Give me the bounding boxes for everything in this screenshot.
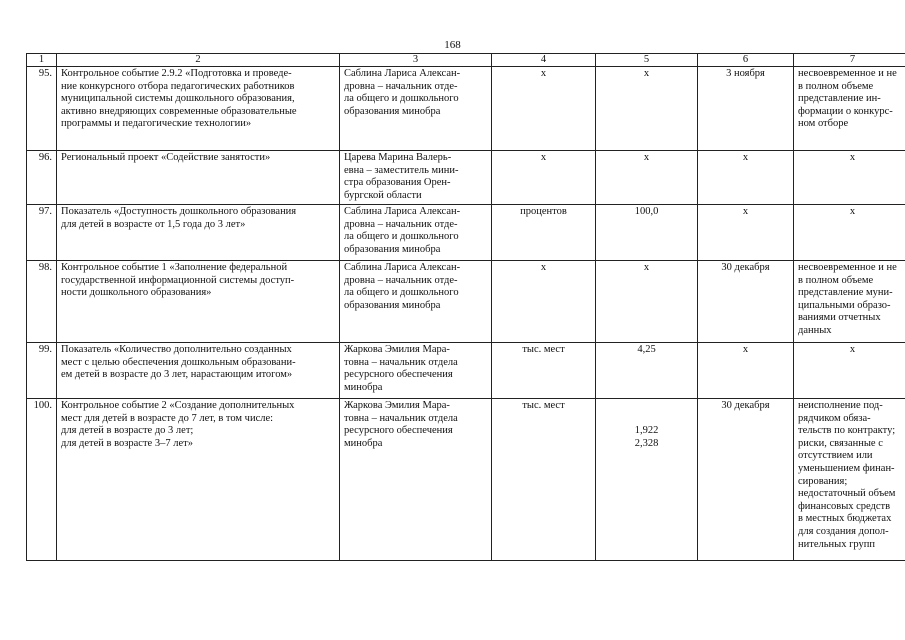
plan-table xyxy=(26,53,905,561)
value-cell: х xyxy=(596,261,698,343)
column-header: 6 xyxy=(698,54,794,67)
table-row xyxy=(27,151,905,205)
table-row xyxy=(27,261,905,343)
row-number: 96. xyxy=(27,151,57,205)
column-header: 2 xyxy=(57,54,340,67)
event-cell: Региональный проект «Содействие занятости» xyxy=(57,151,340,205)
risk-cell: х xyxy=(794,343,905,399)
table-row xyxy=(27,67,905,151)
responsible-cell: Жаркова Эмилия Мара- товна – начальник отдела ресурсного обеспечения минобра xyxy=(340,399,492,561)
date-cell: х xyxy=(698,343,794,399)
column-header: 1 xyxy=(27,54,57,67)
risk-cell: неисполнение под- рядчиком обяза- тельств по контракту; риски, связанные с отсутствием или уменьшением финан- сирования; недостаточный объем финансовых средств в местных бюджетах для создания допол- нительных групп xyxy=(794,399,905,561)
risk-cell: несвоевременное и не в полном объеме представление ин- формации о конкурс- ном отборе xyxy=(794,67,905,151)
responsible-cell: Жаркова Эмилия Мара- товна – начальник отдела ресурсного обеспечения минобра xyxy=(340,343,492,399)
date-cell: х xyxy=(698,205,794,261)
risk-cell: несвоевременное и не в полном объеме представление муни- ципальными образо- ваниями отчетных данных xyxy=(794,261,905,343)
date-cell: 30 декабря xyxy=(698,261,794,343)
value-cell: х xyxy=(596,67,698,151)
risk-cell: х xyxy=(794,205,905,261)
date-cell: 3 ноября xyxy=(698,67,794,151)
event-cell: Контрольное событие 2.9.2 «Подготовка и проведе- ние конкурсного отбора педагогических работников муниципальной системы дошкольного образования, активно внедряющих современные образовательные программы и педагогические технологии» xyxy=(57,67,340,151)
responsible-cell: Саблина Лариса Алексан- дровна – начальник отде- ла общего и дошкольного образования минобра xyxy=(340,67,492,151)
unit-cell: х xyxy=(492,151,596,205)
table-row xyxy=(27,399,905,561)
responsible-cell: Царева Марина Валерь- евна – заместитель мини- стра образования Орен- бургской области xyxy=(340,151,492,205)
date-cell: 30 декабря xyxy=(698,399,794,561)
value-cell: 100,0 xyxy=(596,205,698,261)
column-header-row xyxy=(27,54,905,67)
unit-cell: процентов xyxy=(492,205,596,261)
row-number: 99. xyxy=(27,343,57,399)
table-row xyxy=(27,205,905,261)
value-cell: х xyxy=(596,151,698,205)
row-number: 95. xyxy=(27,67,57,151)
responsible-cell: Саблина Лариса Алексан- дровна – начальник отде- ла общего и дошкольного образования минобра xyxy=(340,261,492,343)
unit-cell: х xyxy=(492,261,596,343)
responsible-cell: Саблина Лариса Алексан- дровна – начальник отде- ла общего и дошкольного образования минобра xyxy=(340,205,492,261)
row-number: 98. xyxy=(27,261,57,343)
date-cell: х xyxy=(698,151,794,205)
column-header: 4 xyxy=(492,54,596,67)
table-row xyxy=(27,343,905,399)
unit-cell: х xyxy=(492,67,596,151)
row-number: 97. xyxy=(27,205,57,261)
row-number: 100. xyxy=(27,399,57,561)
page-number: 168 xyxy=(444,39,461,51)
event-cell: Показатель «Доступность дошкольного образования для детей в возрасте от 1,5 года до 3 лет» xyxy=(57,205,340,261)
event-cell: Контрольное событие 2 «Создание дополнительных мест для детей в возрасте до 7 лет, в том числе: для детей в возрасте до 3 лет; для детей в возрасте 3–7 лет» xyxy=(57,399,340,561)
unit-cell: тыс. мест xyxy=(492,399,596,561)
column-header: 5 xyxy=(596,54,698,67)
value-cell: 1,922 2,328 xyxy=(596,399,698,561)
column-header: 3 xyxy=(340,54,492,67)
unit-cell: тыс. мест xyxy=(492,343,596,399)
column-header: 7 xyxy=(794,54,905,67)
risk-cell: х xyxy=(794,151,905,205)
event-cell: Контрольное событие 1 «Заполнение федеральной государственной информационной системы доступ- ности дошкольного образования» xyxy=(57,261,340,343)
event-cell: Показатель «Количество дополнительно созданных мест с целью обеспечения дошкольным образовани- ем детей в возрасте до 3 лет, нарастающим итогом» xyxy=(57,343,340,399)
value-cell: 4,25 xyxy=(596,343,698,399)
